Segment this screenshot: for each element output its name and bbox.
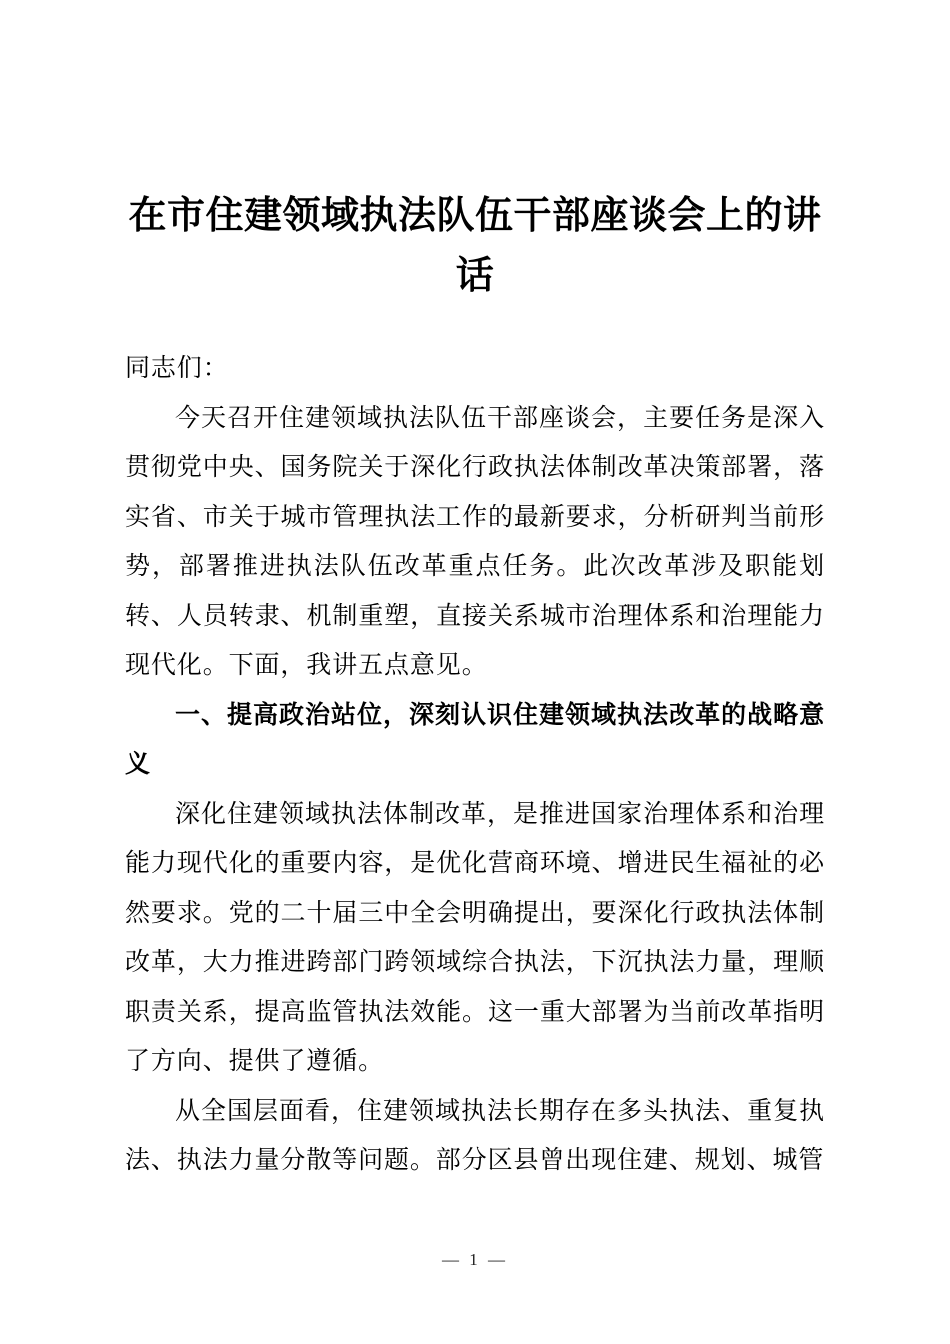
paragraph-national-view: 从全国层面看，住建领域执法长期存在多头执法、重复执法、执法力量分散等问题。部分区县曾出现住建、规划、城管 xyxy=(125,1097,825,1174)
salutation: 同志们： xyxy=(125,355,229,382)
section-heading-1: 一、提高政治站位，深刻认识住建领域执法改革的战略意义 xyxy=(125,701,825,778)
document-body xyxy=(125,344,825,1186)
paragraph-section1-body: 深化住建领域执法体制改革，是推进国家治理体系和治理能力现代化的重要内容，是优化营商环境、增进民生福祉的必然要求。党的二十届三中全会明确提出，要深化行政执法体制改革，大力推进跨部门跨领域综合执法，下沉执法力量，理顺职责关系，提高监管执法效能。这一重大部署为当前改革指明了方向、提供了遵循。 xyxy=(125,800,825,1075)
paragraph-intro: 今天召开住建领域执法队伍干部座谈会，主要任务是深入贯彻党中央、国务院关于深化行政执法体制改革决策部署，落实省、市关于城市管理执法工作的最新要求，分析研判当前形势，部署推进执法队伍改革重点任务。此次改革涉及职能划转、人员转隶、机制重塑，直接关系城市治理体系和治理能力现代化。下面，我讲五点意见。 xyxy=(125,404,825,679)
page-number: — 1 — xyxy=(442,1250,508,1269)
document-title: 在市住建领域执法队伍干部座谈会上的讲话 xyxy=(128,195,822,297)
